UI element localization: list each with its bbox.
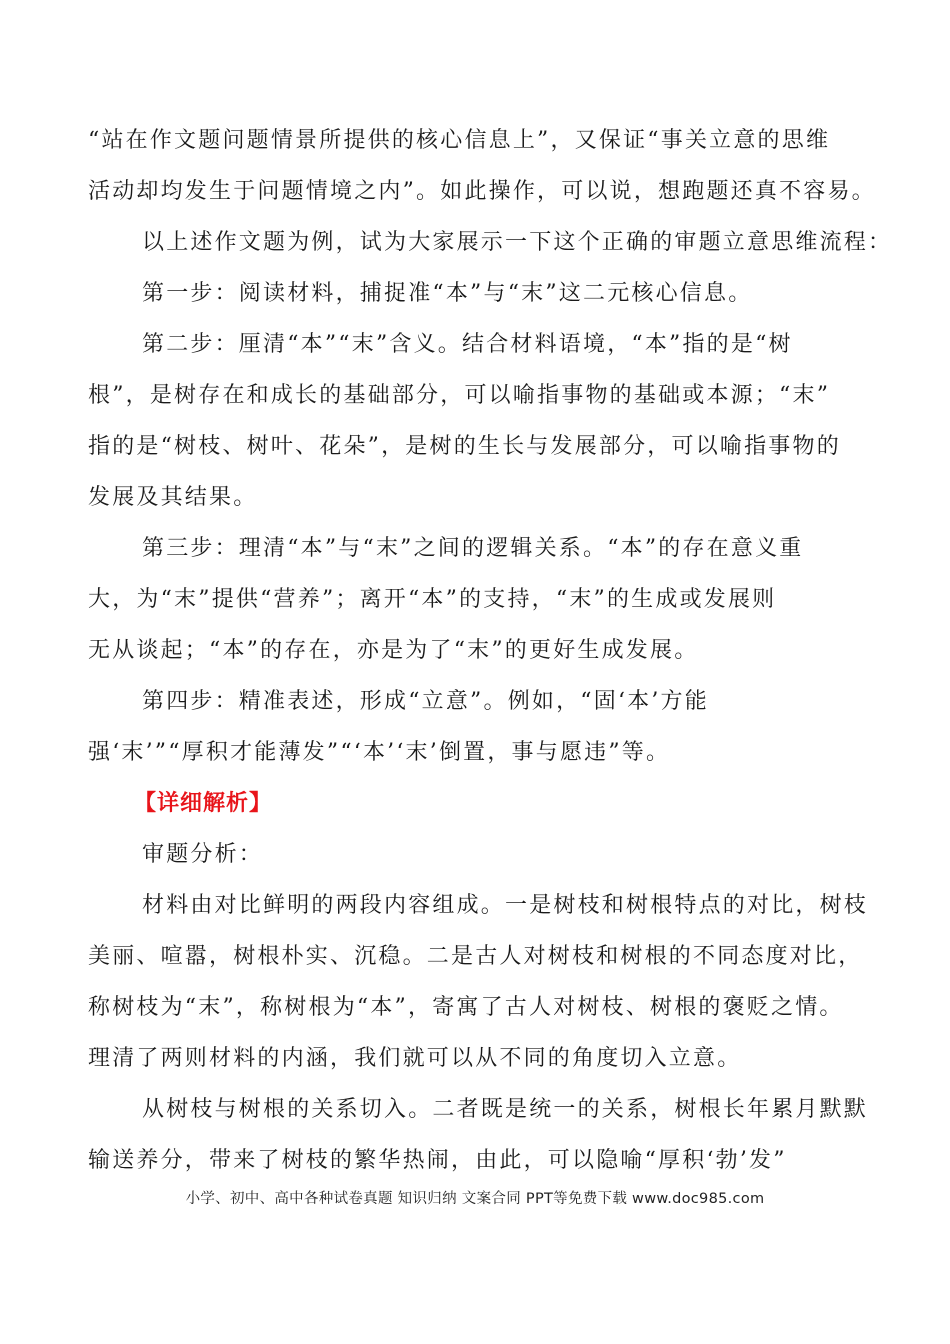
paragraph-line: 无从谈起；“本”的存在，亦是为了“末”的更好生成发展。 — [88, 638, 699, 663]
paragraph-line: 材料由对比鲜明的两段内容组成。一是树枝和树根特点的对比，树枝 — [142, 893, 869, 918]
detailed-analysis-heading: 【详细解析】 — [134, 791, 273, 816]
paragraph-line: 美丽、喧嚣，树根朴实、沉稳。二是古人对树枝和树根的不同态度对比， — [88, 944, 863, 969]
paragraph-line: 强‘末’”“厚积才能薄发”“‘本’‘末’倒置，事与愿违”等。 — [88, 740, 671, 765]
paragraph-line: 以上述作文题为例，试为大家展示一下这个正确的审题立意思维流程： — [142, 230, 893, 255]
page-footer: 小学、初中、高中各种试卷真题 知识归纳 文案合同 PPT等免费下载 www.doc985.com — [185, 1191, 765, 1207]
paragraph-line: “站在作文题问题情景所提供的核心信息上”，又保证“事关立意的思维 — [88, 128, 831, 153]
paragraph-line: 发展及其结果。 — [88, 485, 258, 510]
paragraph-line: 活动却均发生于问题情境之内”。如此操作，可以说，想跑题还真不容易。 — [88, 179, 876, 204]
subheading-analysis: 审题分析： — [142, 842, 264, 867]
paragraph-line: 指的是“树枝、树叶、花朵”，是树的生长与发展部分，可以喻指事物的 — [88, 434, 841, 459]
paragraph-line: 大，为“末”提供“营养”；离开“本”的支持，“末”的生成或发展则 — [88, 587, 777, 612]
paragraph-line: 理清了两则材料的内涵，我们就可以从不同的角度切入立意。 — [88, 1046, 742, 1071]
paragraph-line: 根”，是树存在和成长的基础部分，可以喻指事物的基础或本源；“末” — [88, 383, 831, 408]
step-one-line: 第一步：阅读材料，捕捉准“本”与“末”这二元核心信息。 — [142, 281, 753, 306]
step-two-line: 第二步：厘清“本”“末”含义。结合材料语境，“本”指的是“树 — [142, 332, 793, 357]
step-three-line: 第三步：理清“本”与“末”之间的逻辑关系。“本”的存在意义重 — [142, 536, 804, 561]
step-four-line: 第四步：精准表述，形成“立意”。例如，“固‘本’方能 — [142, 689, 709, 714]
paragraph-line: 输送养分，带来了树枝的繁华热闹，由此，可以隐喻“厚积‘勃’发” — [88, 1148, 787, 1173]
paragraph-line: 称树枝为“末”，称树根为“本”，寄寓了古人对树枝、树根的褒贬之情。 — [88, 995, 844, 1020]
paragraph-line: 从树枝与树根的关系切入。二者既是统一的关系，树根长年累月默默 — [142, 1097, 869, 1122]
